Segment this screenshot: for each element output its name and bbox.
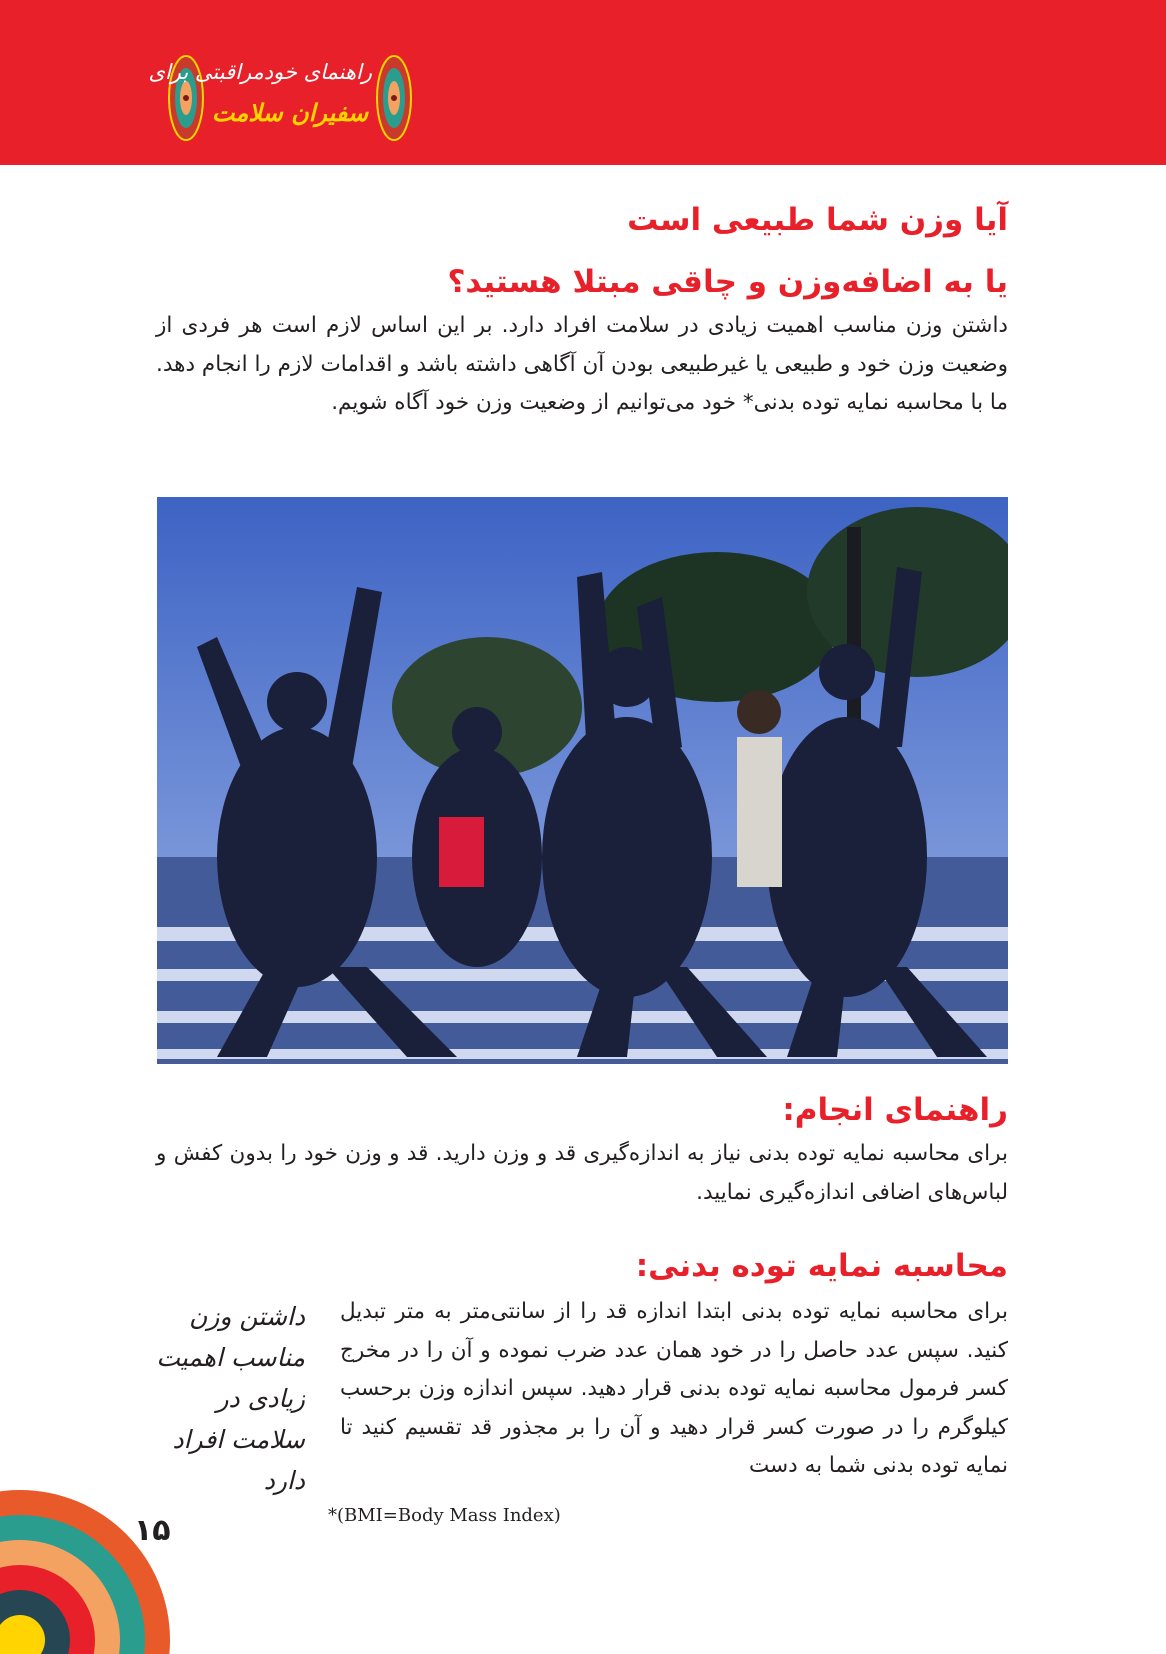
section3-paragraph <box>340 1293 1008 1486</box>
section1-title-line1: آیا وزن شما طبیعی است <box>627 202 1008 238</box>
header-band <box>0 0 1166 165</box>
footnote: *(BMI=Body Mass Index) <box>328 1505 561 1526</box>
section3-title: محاسبه نمایه توده بدنی: <box>635 1248 1008 1284</box>
logo-title-line2: سفیران سلامت <box>211 98 369 127</box>
corner-mandala-icon <box>0 1490 175 1654</box>
section2-paragraph <box>156 1135 1008 1212</box>
section1-title-line2: یا به اضافه‌وزن و چاقی مبتلا هستید؟ <box>447 264 1008 300</box>
section1-paragraph <box>156 307 1008 423</box>
handwritten-sidenote: داشتن وزن مناسب اهمیت زیادی در سلامت افراد دارد <box>156 1302 305 1495</box>
page-number: ۱۵ <box>134 1513 171 1548</box>
section2-title: راهنمای انجام: <box>782 1092 1008 1128</box>
section2-text: برای محاسبه نمایه توده بدنی نیاز به اندازه‌گیری قد و وزن دارید. قد و وزن خود را بدون کفش و لباس‌های اضافی اندازه‌گیری نمایید. <box>156 1141 1008 1205</box>
logo-title-line1: راهنمای خودمراقبتی برای <box>148 60 372 84</box>
right-ornament-icon <box>376 54 412 142</box>
section3-text: برای محاسبه نمایه توده بدنی ابتدا اندازه قد را از سانتی‌متر به متر تبدیل کنید. سپس عدد حاصل را در خود همان عدد ضرب نموده و آن را در مخرج کسر فرمول محاسبه نمایه توده بدنی قرار دهید. سپس اندازه وزن برحسب کیلوگرم را در صورت کسر قرار دهید و آن را بر مجذور قد تقسیم کنید تا نمایه توده بدنی شما به دست <box>340 1299 1008 1478</box>
group-exercise-photo <box>157 497 1008 1064</box>
book-logo <box>148 52 412 144</box>
section1-text: داشتن وزن مناسب اهمیت زیادی در سلامت افراد دارد. بر این اساس لازم است هر فردی از وضعیت وزن خود و طبیعی یا غیرطبیعی بودن آن آگاهی داشته باشد و اقدامات لازم را انجام دهد. ما با محاسبه نمایه توده بدنی* خود می‌توانیم از وضعیت وزن خود آگاه شویم. <box>156 313 1008 415</box>
